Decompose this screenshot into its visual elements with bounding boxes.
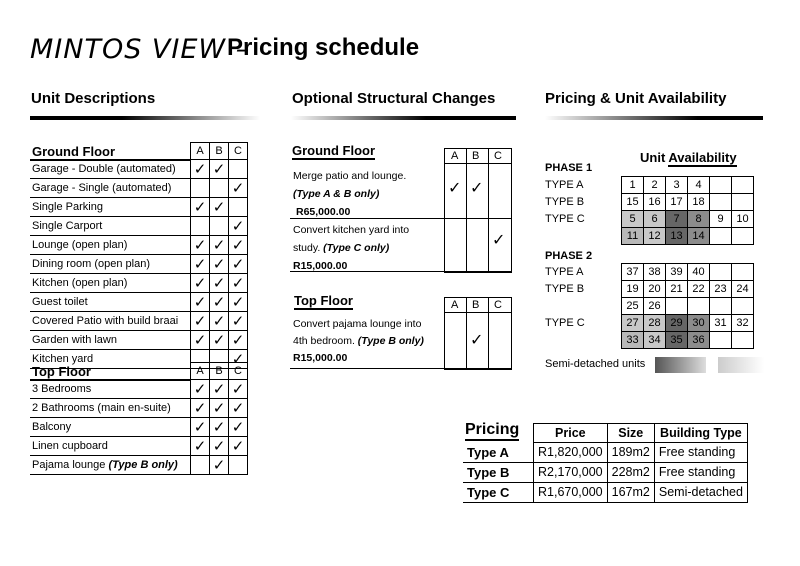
feature-text: 3 Bedrooms (32, 383, 92, 396)
check-icon: ✓ (191, 380, 210, 399)
table-row (30, 217, 248, 236)
table-row (30, 456, 248, 475)
feature-label (30, 160, 191, 179)
unit-cell (710, 332, 732, 349)
option-price: R15,000.00 (293, 260, 348, 272)
unit-type-label: TYPE C (545, 213, 585, 225)
opt-ground-heading: Ground Floor (292, 143, 376, 158)
feature-label (30, 236, 191, 255)
availability-grid-phase1 (545, 176, 754, 245)
unit-cell (732, 228, 754, 245)
check-icon (210, 179, 229, 198)
option-price: R65,000.00 (296, 206, 351, 218)
availability-heading (640, 150, 737, 165)
table-row (30, 418, 248, 437)
unit-cell: 16 (644, 194, 666, 211)
check-icon (191, 456, 210, 475)
availability-row (545, 281, 754, 298)
section-rule (545, 116, 763, 120)
table-row (30, 312, 248, 331)
check-icon: ✓ (210, 312, 229, 331)
top-floor-table (30, 362, 248, 475)
price-header: Price (534, 424, 608, 443)
feature-text: Single Carport (32, 220, 103, 232)
unit-cell: 36 (688, 332, 710, 349)
check-icon: ✓ (448, 180, 462, 197)
check-icon: ✓ (191, 293, 210, 312)
unit-descriptions-heading: Unit Descriptions (31, 90, 156, 107)
pricing-availability-heading: Pricing & Unit Availability (545, 90, 727, 107)
availability-heading-underlined: Availability (668, 150, 737, 165)
section-rule (291, 116, 516, 120)
unit-cell: 38 (644, 264, 666, 281)
feature-text: Kitchen (open plan) (32, 277, 128, 289)
ground-floor-heading: Ground Floor (30, 143, 191, 160)
phase2-label: PHASE 2 (545, 250, 593, 262)
col-b: B (210, 143, 229, 160)
feature-text: Single Parking (32, 201, 103, 213)
building-type-header: Building Type (654, 424, 747, 443)
check-icon: ✓ (229, 274, 248, 293)
building-type-value: Free standing (654, 462, 747, 482)
check-icon (229, 198, 248, 217)
check-icon: ✓ (191, 274, 210, 293)
table-row (30, 198, 248, 217)
feature-text: Garden with lawn (32, 334, 117, 346)
check-icon: ✓ (210, 255, 229, 274)
col-a: A (451, 299, 459, 311)
unit-cell: 21 (666, 281, 688, 298)
legend-label: Semi-detached units (545, 358, 646, 370)
unit-cell: 7 (666, 211, 688, 228)
feature-text: Garage - Single (automated) (32, 182, 172, 194)
availability-row (545, 332, 754, 349)
check-icon: ✓ (229, 437, 248, 456)
availability-row (545, 298, 754, 315)
unit-cell: 39 (666, 264, 688, 281)
unit-cell: 14 (688, 228, 710, 245)
check-icon (229, 160, 248, 179)
col-b: B (210, 363, 229, 380)
check-icon: ✓ (191, 399, 210, 418)
phase1-label: PHASE 1 (545, 162, 593, 174)
option-convert-pajama-lounge (293, 316, 424, 367)
unit-cell (710, 194, 732, 211)
check-icon (191, 179, 210, 198)
unit-cell (732, 177, 754, 194)
unit-cell: 40 (688, 264, 710, 281)
table-row (30, 255, 248, 274)
unit-cell: 9 (710, 211, 732, 228)
col-c: C (494, 299, 502, 311)
feature-text: Pajama lounge (32, 459, 109, 471)
page-title: Pricing schedule (227, 34, 420, 61)
unit-cell: 30 (688, 315, 710, 332)
size-value: 167m2 (607, 482, 654, 502)
check-icon: ✓ (229, 399, 248, 418)
feature-label (30, 179, 191, 198)
feature-label (30, 399, 191, 418)
section-rule (30, 116, 260, 120)
pricing-table (463, 423, 748, 503)
option-type-note: (Type B only) (357, 335, 424, 347)
check-icon: ✓ (191, 437, 210, 456)
unit-cell: 8 (688, 211, 710, 228)
table-row (30, 179, 248, 198)
unit-cell (710, 228, 732, 245)
option-price: R15,000.00 (293, 352, 348, 364)
unit-cell (732, 194, 754, 211)
building-type-value: Free standing (654, 443, 747, 463)
opt-top-heading: Top Floor (294, 293, 353, 308)
check-icon: ✓ (229, 331, 248, 350)
pricing-row (463, 482, 747, 502)
unit-type-label (545, 298, 622, 315)
unit-cell: 26 (644, 298, 666, 315)
check-icon: ✓ (492, 232, 506, 249)
feature-label (30, 380, 191, 399)
pricing-row (463, 462, 747, 482)
check-icon: ✓ (210, 418, 229, 437)
feature-label (30, 456, 191, 475)
unit-cell: 19 (622, 281, 644, 298)
check-icon: ✓ (229, 179, 248, 198)
check-icon: ✓ (191, 331, 210, 350)
ground-floor-table (30, 142, 248, 369)
check-icon: ✓ (210, 198, 229, 217)
table-row (30, 380, 248, 399)
availability-heading-pre: Unit (640, 150, 669, 165)
unit-cell: 5 (622, 211, 644, 228)
option-text: study. (293, 242, 324, 254)
feature-text: Linen cupboard (32, 440, 108, 452)
legend-swatch-light (718, 357, 764, 373)
building-type-value: Semi-detached (654, 482, 747, 502)
unit-cell: 32 (732, 315, 754, 332)
availability-row (545, 211, 754, 228)
col-c: C (494, 150, 502, 162)
pricing-heading: Pricing (465, 421, 519, 441)
table-row (30, 437, 248, 456)
optional-changes-heading: Optional Structural Changes (292, 90, 496, 107)
unit-cell: 25 (622, 298, 644, 315)
pricing-row (463, 443, 747, 463)
unit-cell: 6 (644, 211, 666, 228)
unit-cell: 23 (710, 281, 732, 298)
check-icon: ✓ (191, 236, 210, 255)
col-b: B (472, 299, 480, 311)
availability-row (545, 177, 754, 194)
option-text: Convert kitchen yard into (293, 224, 410, 236)
feature-label (30, 437, 191, 456)
unit-cell: 33 (622, 332, 644, 349)
unit-type-label: TYPE A (545, 266, 584, 278)
size-header: Size (607, 424, 654, 443)
table-row (30, 399, 248, 418)
unit-cell: 10 (732, 211, 754, 228)
unit-type: Type A (463, 443, 534, 463)
unit-cell: 35 (666, 332, 688, 349)
feature-label (30, 331, 191, 350)
unit-cell (732, 332, 754, 349)
check-icon (191, 217, 210, 236)
col-c: C (229, 143, 248, 160)
option-merge-patio (293, 167, 406, 221)
option-convert-kitchen-yard (293, 221, 409, 275)
check-icon: ✓ (229, 217, 248, 236)
feature-text: Lounge (open plan) (32, 239, 128, 251)
check-icon: ✓ (191, 255, 210, 274)
availability-row (545, 315, 754, 332)
feature-label (30, 418, 191, 437)
unit-cell: 24 (732, 281, 754, 298)
unit-cell: 17 (666, 194, 688, 211)
check-icon: ✓ (191, 312, 210, 331)
feature-text: Kitchen yard (32, 353, 94, 365)
option-type-note: (Type C only) (323, 242, 390, 254)
unit-type: Type C (463, 482, 534, 502)
size-value: 228m2 (607, 462, 654, 482)
unit-type-label: TYPE B (545, 196, 585, 208)
check-icon: ✓ (210, 293, 229, 312)
brand-title: MINTOS VIEW – (30, 34, 251, 65)
feature-text: Covered Patio with build braai (32, 315, 179, 327)
col-b: B (472, 150, 480, 162)
feature-label (30, 274, 191, 293)
check-icon: ✓ (470, 180, 484, 197)
opt-top-table (290, 297, 511, 369)
size-value: 189m2 (607, 443, 654, 463)
unit-cell (688, 298, 710, 315)
check-icon: ✓ (191, 418, 210, 437)
feature-text: 2 Bathrooms (main en-suite) (32, 402, 171, 414)
check-icon: ✓ (191, 160, 210, 179)
col-c: C (229, 363, 248, 380)
unit-cell (710, 298, 732, 315)
feature-label (30, 217, 191, 236)
unit-cell: 18 (688, 194, 710, 211)
table-row (30, 274, 248, 293)
price-value: R1,820,000 (534, 443, 608, 463)
price-value: R2,170,000 (534, 462, 608, 482)
check-icon: ✓ (210, 274, 229, 293)
feature-label (30, 312, 191, 331)
unit-cell: 37 (622, 264, 644, 281)
availability-row (545, 194, 754, 211)
unit-cell (710, 177, 732, 194)
check-icon: ✓ (210, 399, 229, 418)
check-icon: ✓ (210, 456, 229, 475)
check-icon: ✓ (229, 293, 248, 312)
unit-cell: 15 (622, 194, 644, 211)
check-icon: ✓ (229, 350, 248, 369)
unit-type-label (545, 228, 622, 245)
feature-label (30, 293, 191, 312)
option-text: Convert pajama lounge into (293, 318, 422, 330)
check-icon: ✓ (229, 255, 248, 274)
unit-type: Type B (463, 462, 534, 482)
feature-text: Balcony (32, 421, 72, 433)
check-icon: ✓ (191, 198, 210, 217)
unit-type-label: TYPE B (545, 283, 585, 295)
unit-cell: 28 (644, 315, 666, 332)
unit-cell: 31 (710, 315, 732, 332)
unit-cell (666, 298, 688, 315)
check-icon: ✓ (210, 236, 229, 255)
check-icon: ✓ (210, 331, 229, 350)
feature-text: Garage - Double (automated) (32, 163, 176, 176)
col-a: A (451, 150, 459, 162)
unit-cell: 20 (644, 281, 666, 298)
feature-text: Guest toilet (32, 296, 88, 308)
unit-cell: 29 (666, 315, 688, 332)
unit-cell (732, 264, 754, 281)
feature-label (30, 255, 191, 274)
col-a: A (191, 363, 210, 380)
legend-swatch-dark (655, 357, 706, 373)
check-icon (210, 217, 229, 236)
table-row (30, 160, 248, 179)
col-a: A (191, 143, 210, 160)
unit-type-label: TYPE A (545, 179, 584, 191)
unit-cell: 2 (644, 177, 666, 194)
unit-cell: 27 (622, 315, 644, 332)
unit-cell: 13 (666, 228, 688, 245)
unit-cell (710, 264, 732, 281)
option-text: 4th bedroom. (293, 335, 358, 347)
check-icon: ✓ (210, 160, 229, 179)
price-value: R1,670,000 (534, 482, 608, 502)
feature-label (30, 198, 191, 217)
unit-cell (732, 298, 754, 315)
option-text: Merge patio and lounge. (293, 170, 407, 182)
availability-grid-phase2 (545, 263, 754, 349)
availability-row (545, 228, 754, 245)
unit-cell: 22 (688, 281, 710, 298)
unit-cell: 34 (644, 332, 666, 349)
check-icon: ✓ (210, 437, 229, 456)
unit-cell: 1 (622, 177, 644, 194)
unit-cell: 11 (622, 228, 644, 245)
availability-row (545, 264, 754, 281)
top-floor-heading: Top Floor (30, 363, 191, 380)
feature-text: Dining room (open plan) (32, 258, 151, 270)
check-icon: ✓ (229, 380, 248, 399)
unit-cell: 12 (644, 228, 666, 245)
table-row (30, 331, 248, 350)
check-icon: ✓ (229, 312, 248, 331)
table-row (30, 293, 248, 312)
check-icon: ✓ (229, 418, 248, 437)
check-icon: ✓ (210, 380, 229, 399)
unit-cell: 3 (666, 177, 688, 194)
unit-type-label (545, 332, 622, 349)
table-row (30, 236, 248, 255)
check-icon: ✓ (470, 332, 484, 349)
check-icon: ✓ (229, 236, 248, 255)
option-type-note: (Type A & B only) (293, 188, 380, 200)
check-icon (229, 456, 248, 475)
unit-type-label: TYPE C (545, 317, 585, 329)
unit-cell: 4 (688, 177, 710, 194)
opt-ground-table (290, 148, 511, 272)
feature-type-note: (Type B only) (108, 459, 178, 471)
